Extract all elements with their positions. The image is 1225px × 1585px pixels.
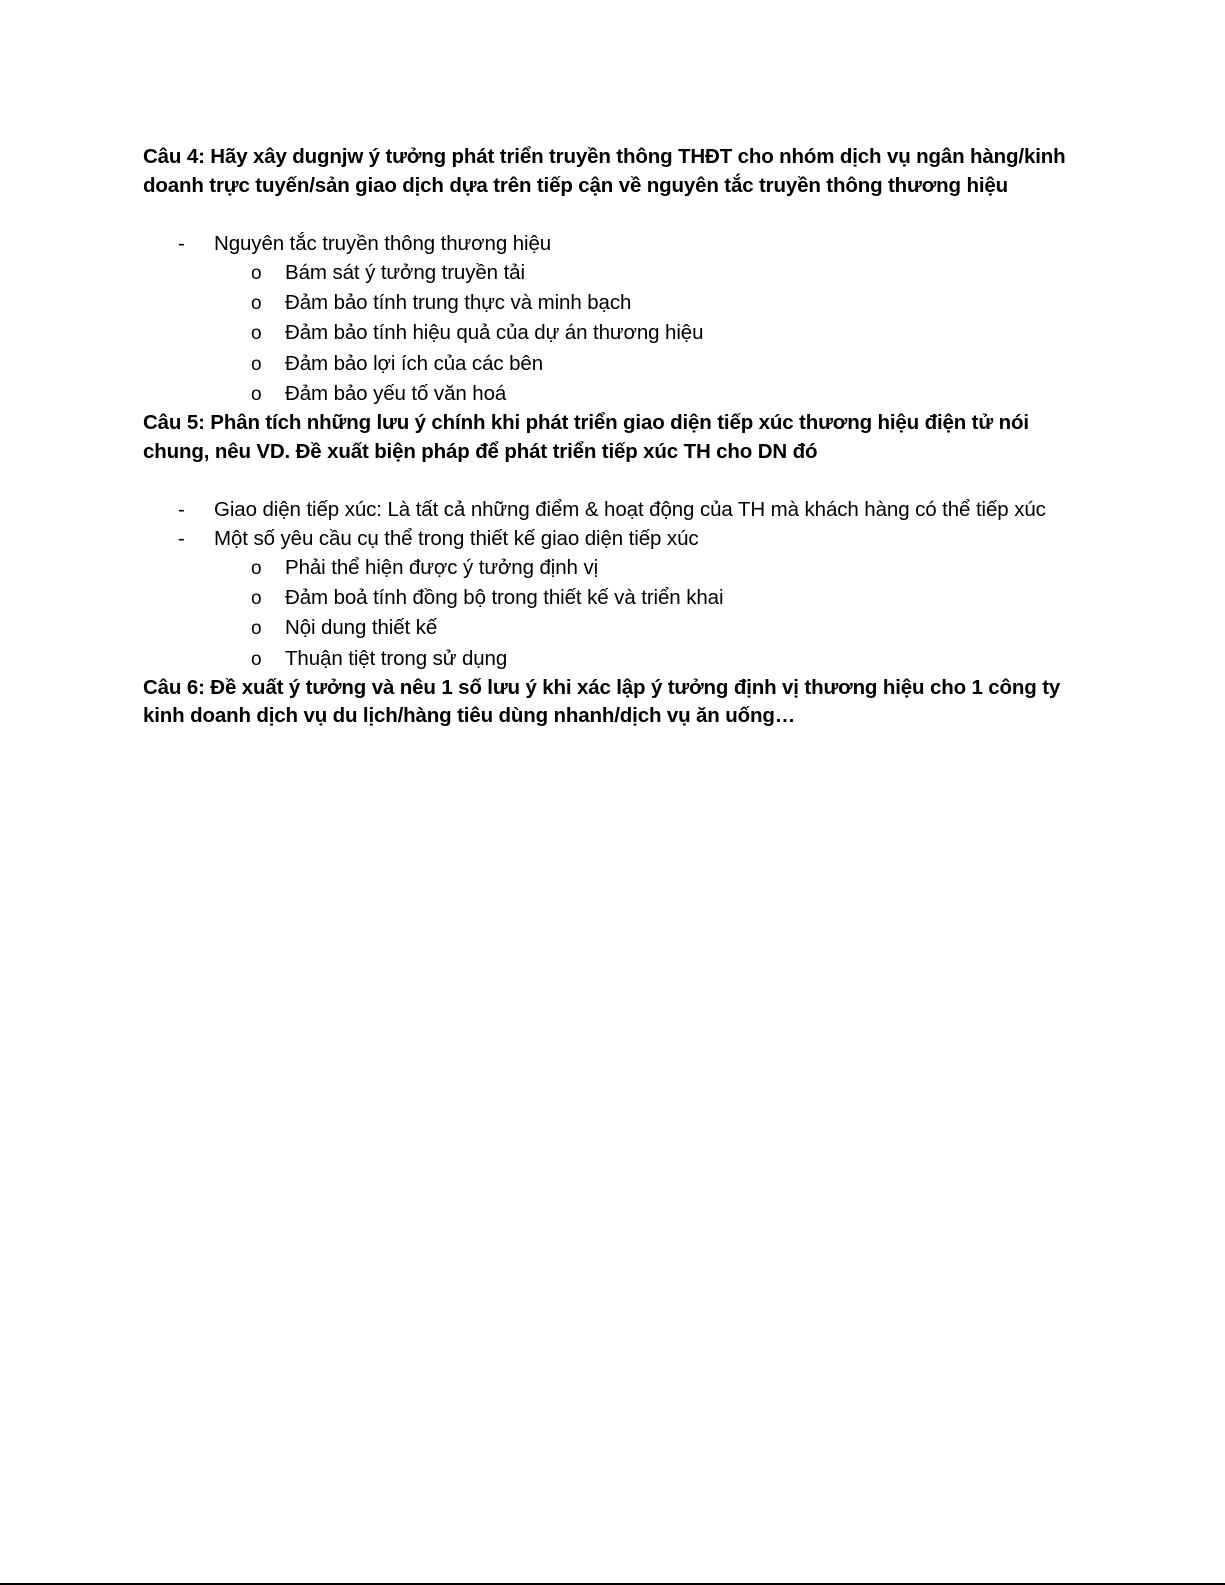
sub-list-item (214, 613, 1078, 643)
circle-bullet: o (251, 558, 262, 580)
sub-list-item (214, 379, 1078, 409)
sub-list (214, 258, 1078, 409)
circle-bullet: o (251, 293, 262, 315)
question-4-list (143, 229, 1078, 409)
list-item (143, 524, 1078, 674)
list-item (143, 229, 1078, 409)
document-body (143, 143, 1078, 731)
sub-list-item-label: Phải thể hiện được ý tưởng định vị (285, 556, 599, 580)
sub-list-item (214, 258, 1078, 288)
circle-bullet: o (251, 323, 262, 345)
sub-list-item-label: Nội dung thiết kế (285, 616, 438, 640)
circle-bullet: o (251, 588, 262, 610)
question-6-heading: Câu 6: Đề xuất ý tưởng và nêu 1 số lưu ý khi xác lập ý tưởng định vị thương hiệu cho 1 công ty kinh doanh dịch vụ du lịch/hàng tiêu dùng nhanh/dịch vụ ăn uống… (143, 675, 1061, 728)
sub-list-item (214, 583, 1078, 613)
circle-bullet: o (251, 648, 262, 670)
sub-list-item (214, 288, 1078, 318)
sub-list-item-label: Thuận tiệt trong sử dụng (285, 646, 508, 670)
sub-list-item (214, 553, 1078, 583)
list-item (143, 495, 1078, 524)
sub-list-item-label: Đảm bảo lợi ích của các bên (285, 351, 544, 375)
sub-list-item-label: Đảm bảo yếu tố văn hoá (285, 381, 507, 405)
circle-bullet: o (251, 353, 262, 375)
sub-list-item-label: Đảm boả tính đồng bộ trong thiết kế và triển khai (285, 586, 724, 610)
question-5-list (143, 495, 1078, 674)
question-4-heading: Câu 4: Hãy xây dugnjw ý tưởng phát triển truyền thông THĐT cho nhóm dịch vụ ngân hàng/kinh doanh trực tuyến/sản giao dịch dựa trên tiếp cận về nguyên tắc truyền thông thương hiệu (143, 145, 1066, 197)
sub-list-item-label: Đảm bảo tính hiệu quả của dự án thương hiệu (285, 321, 704, 345)
list-item-label: Một số yêu cầu cụ thể trong thiết kế giao diện tiếp xúc (214, 527, 699, 551)
sub-list-item-label: Đảm bảo tính trung thực và minh bạch (285, 291, 632, 315)
question-5-heading: Câu 5: Phân tích những lưu ý chính khi phát triển giao diện tiếp xúc thương hiệu điện tử nói chung, nêu VD. Đề xuất biện pháp để phát triển tiếp xúc TH cho DN đó (143, 411, 1029, 463)
list-item-label: Giao diện tiếp xúc: Là tất cả những điểm & hoạt động của TH mà khách hàng có thể tiếp xúc (214, 498, 1046, 522)
sub-list-item (214, 318, 1078, 348)
list-item-label: Nguyên tắc truyền thông thương hiệu (214, 232, 552, 255)
dash-bullet: - (178, 498, 185, 522)
dash-bullet: - (178, 527, 185, 551)
circle-bullet: o (251, 383, 262, 405)
circle-bullet: o (251, 618, 262, 640)
sub-list-item-label: Bám sát ý tưởng truyền tải (285, 261, 525, 284)
circle-bullet: o (251, 263, 262, 284)
sub-list-item (214, 644, 1078, 674)
sub-list-item (214, 349, 1078, 379)
sub-list (214, 553, 1078, 674)
dash-bullet: - (178, 232, 185, 255)
